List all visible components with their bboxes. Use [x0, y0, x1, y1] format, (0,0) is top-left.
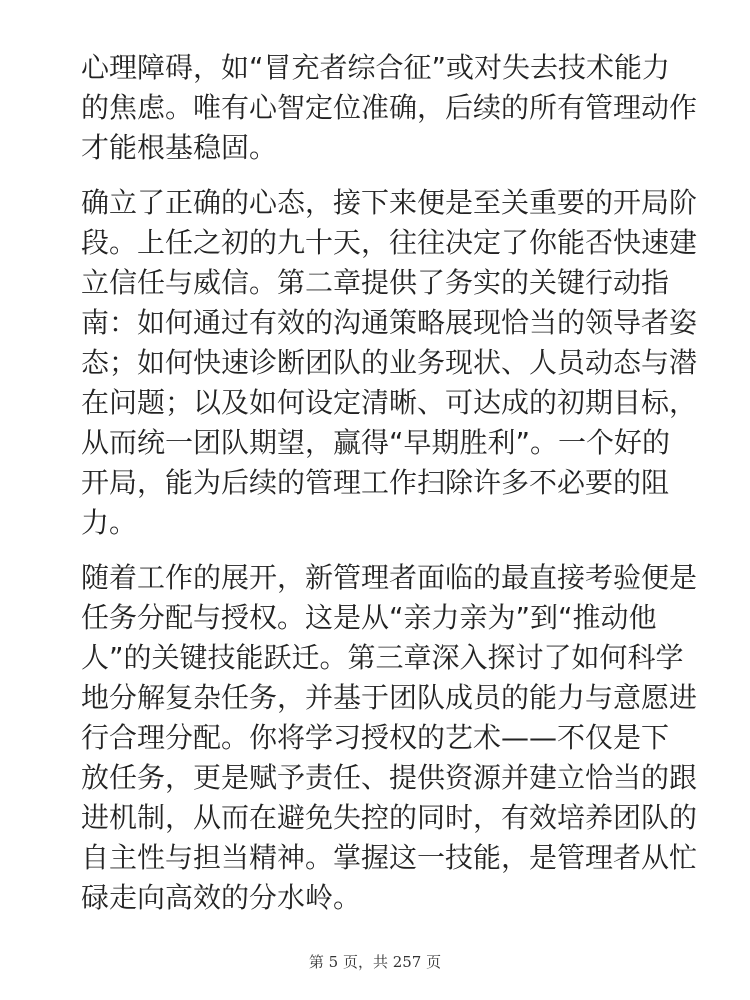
- page-number: 第 5 页，共 257 页: [308, 953, 442, 971]
- paragraph-3: [81, 558, 698, 918]
- text-line: 碌走向高效的分水岭。: [81, 881, 362, 914]
- text-line: 放任务，更是赋予责任、提供资源并建立恰当的跟: [81, 761, 698, 794]
- text-line: 地分解复杂任务，并基于团队成员的能力与意愿进: [81, 681, 698, 714]
- paragraph-1: [81, 48, 698, 168]
- text-line: 段。上任之初的九十天，往往决定了你能否快速建: [81, 226, 698, 259]
- text-line: 自主性与担当精神。掌握这一技能，是管理者从忙: [81, 841, 698, 874]
- body-text: [81, 48, 698, 918]
- text-line: 态；如何快速诊断团队的业务现状、人员动态与潜: [81, 346, 698, 379]
- text-line: 立信任与威信。第二章提供了务实的关键行动指: [81, 266, 670, 299]
- text-line: 南：如何通过有效的沟通策略展现恰当的领导者姿: [81, 306, 698, 339]
- text-line: 才能根基稳固。: [81, 131, 278, 164]
- text-line: 在问题；以及如何设定清晰、可达成的初期目标，: [81, 386, 698, 419]
- text-line: 任务分配与授权。这是从“亲力亲为”到“推动他: [81, 601, 657, 634]
- text-line: 进机制，从而在避免失控的同时，有效培养团队的: [81, 801, 698, 834]
- text-line: 力。: [81, 506, 138, 539]
- text-line: 的焦虑。唯有心智定位准确，后续的所有管理动作: [81, 91, 698, 124]
- text-line: 行合理分配。你将学习授权的艺术——不仅是下: [81, 721, 670, 754]
- text-line: 随着工作的展开，新管理者面临的最直接考验便是: [81, 561, 698, 594]
- text-line: 确立了正确的心态，接下来便是至关重要的开局阶: [81, 186, 698, 219]
- paragraph-2: [81, 183, 698, 543]
- text-line: 人”的关键技能跃迁。第三章深入探讨了如何科学: [81, 641, 684, 674]
- text-line: 从而统一团队期望，赢得“早期胜利”。一个好的: [81, 426, 671, 459]
- text-line: 心理障碍，如“冒充者综合征”或对失去技术能力: [81, 51, 671, 84]
- text-line: 开局，能为后续的管理工作扫除许多不必要的阻: [81, 466, 670, 499]
